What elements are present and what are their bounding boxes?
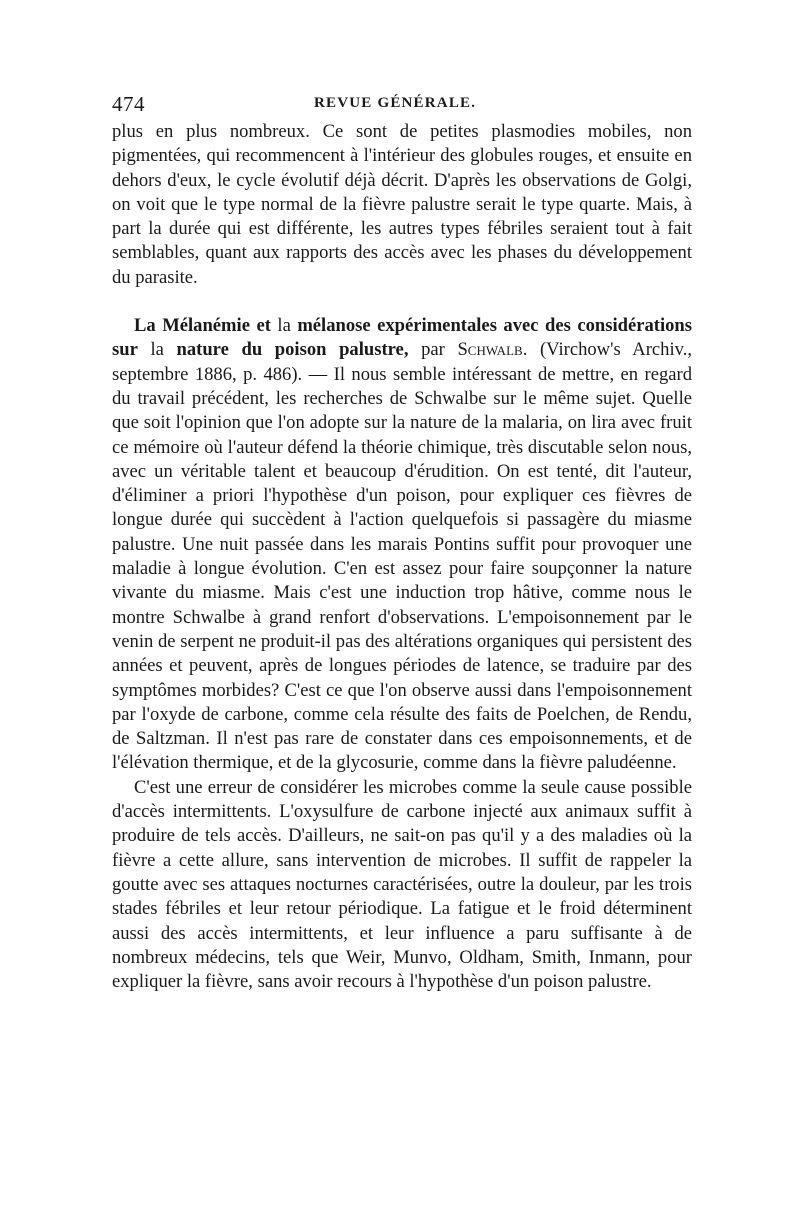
book-page xyxy=(112,92,692,994)
author-name: Schwalb xyxy=(457,339,523,361)
paragraph-3: C'est une erreur de considérer les microbes comme la seule cause possible d'accès intermittents. L'oxysulfure de carbone injecté aux animaux suffit à produire de tels accès. D'ailleurs, ne sait-on pas qu'il y a des maladies où la fièvre a cette allure, sans intervention de microbes. Il suffit de rappeler la goutte avec ses attaques nocturnes caractérisées, outre la douleur, par les trois stades fébriles et leur retour périodique. La fatigue et le froid déterminent aussi des accès intermittents, et leur influence a paru suffisante à de nombreux médecins, tels que Weir, Munvo, Oldham, Smith, Inmann, pour expliquer la fièvre, sans avoir recours à l'hypothèse d'un poison palustre. xyxy=(112,776,692,993)
article-title-part-1: La Mélanémie et xyxy=(134,315,271,337)
page-number: 474 xyxy=(112,92,145,116)
article-title-joiner-1: la xyxy=(270,315,298,337)
article-title-part-3: nature du poison palustre, xyxy=(176,339,409,361)
article-title-part-2: mélanose expérimentales avec des considérations sur xyxy=(112,315,692,361)
paragraph-2 xyxy=(112,314,692,776)
author-prefix: par xyxy=(408,339,458,361)
paragraph-1: plus en plus nombreux. Ce sont de petites plasmodies mobiles, non pigmentées, qui recommencent à l'intérieur des globules rouges, et ensuite en dehors d'eux, le cycle évolutif déjà décrit. D'après les observations de Golgi, on voit que le type normal de la fièvre palustre serait le type quarte. Mais, à part la durée qui est différente, les autres types fébriles seraient tout à fait semblables, quant aux rapports des accès avec les phases du développement du parasite. xyxy=(112,121,692,288)
running-title: REVUE GÉNÉRALE. xyxy=(314,95,477,111)
running-head xyxy=(112,92,692,120)
paragraph-2-text: . (Virchow's Archiv., septembre 1886, p. 486). — Il nous semble intéressant de mettre, en regard du travail précédent, les recherches de Schwalbe sur le même sujet. Quelle que soit l'opinion que l'on adopte sur la nature de la malaria, on lira avec fruit ce mémoire où l'auteur défend la théorie chimique, très discutable selon nous, avec un véritable talent et beaucoup d'érudition. On est tenté, dit l'auteur, d'éliminer a priori l'hypothèse d'un poison, pour expliquer ces fièvres de longue durée qui succèdent à l'action quelquefois si passagère du miasme palustre. Une nuit passée dans les marais Pontins suffit pour provoquer une maladie à longue évolution. C'en est assez pour faire soupçonner la nature vivante du miasme. Mais c'est une induction trop hâtive, comme nous le montre Schwalbe à grand renfort d'observations. L'empoisonnement par le venin de serpent ne produit-il pas des altérations organiques qui persistent des années et peuvent, après de longues périodes de latence, se traduire par des symptômes morbides? C'est ce que l'on observe aussi dans l'empoisonnement par l'oxyde de carbone, comme cela résulte des faits de Poelchen, de Rendu, de Saltzman. Il n'est pas rare de constater dans ces empoisonnements, et de l'élévation thermique, et de la glycosurie, comme dans la fièvre paludéenne. xyxy=(112,339,692,774)
article-title-joiner-2: la xyxy=(137,339,177,361)
